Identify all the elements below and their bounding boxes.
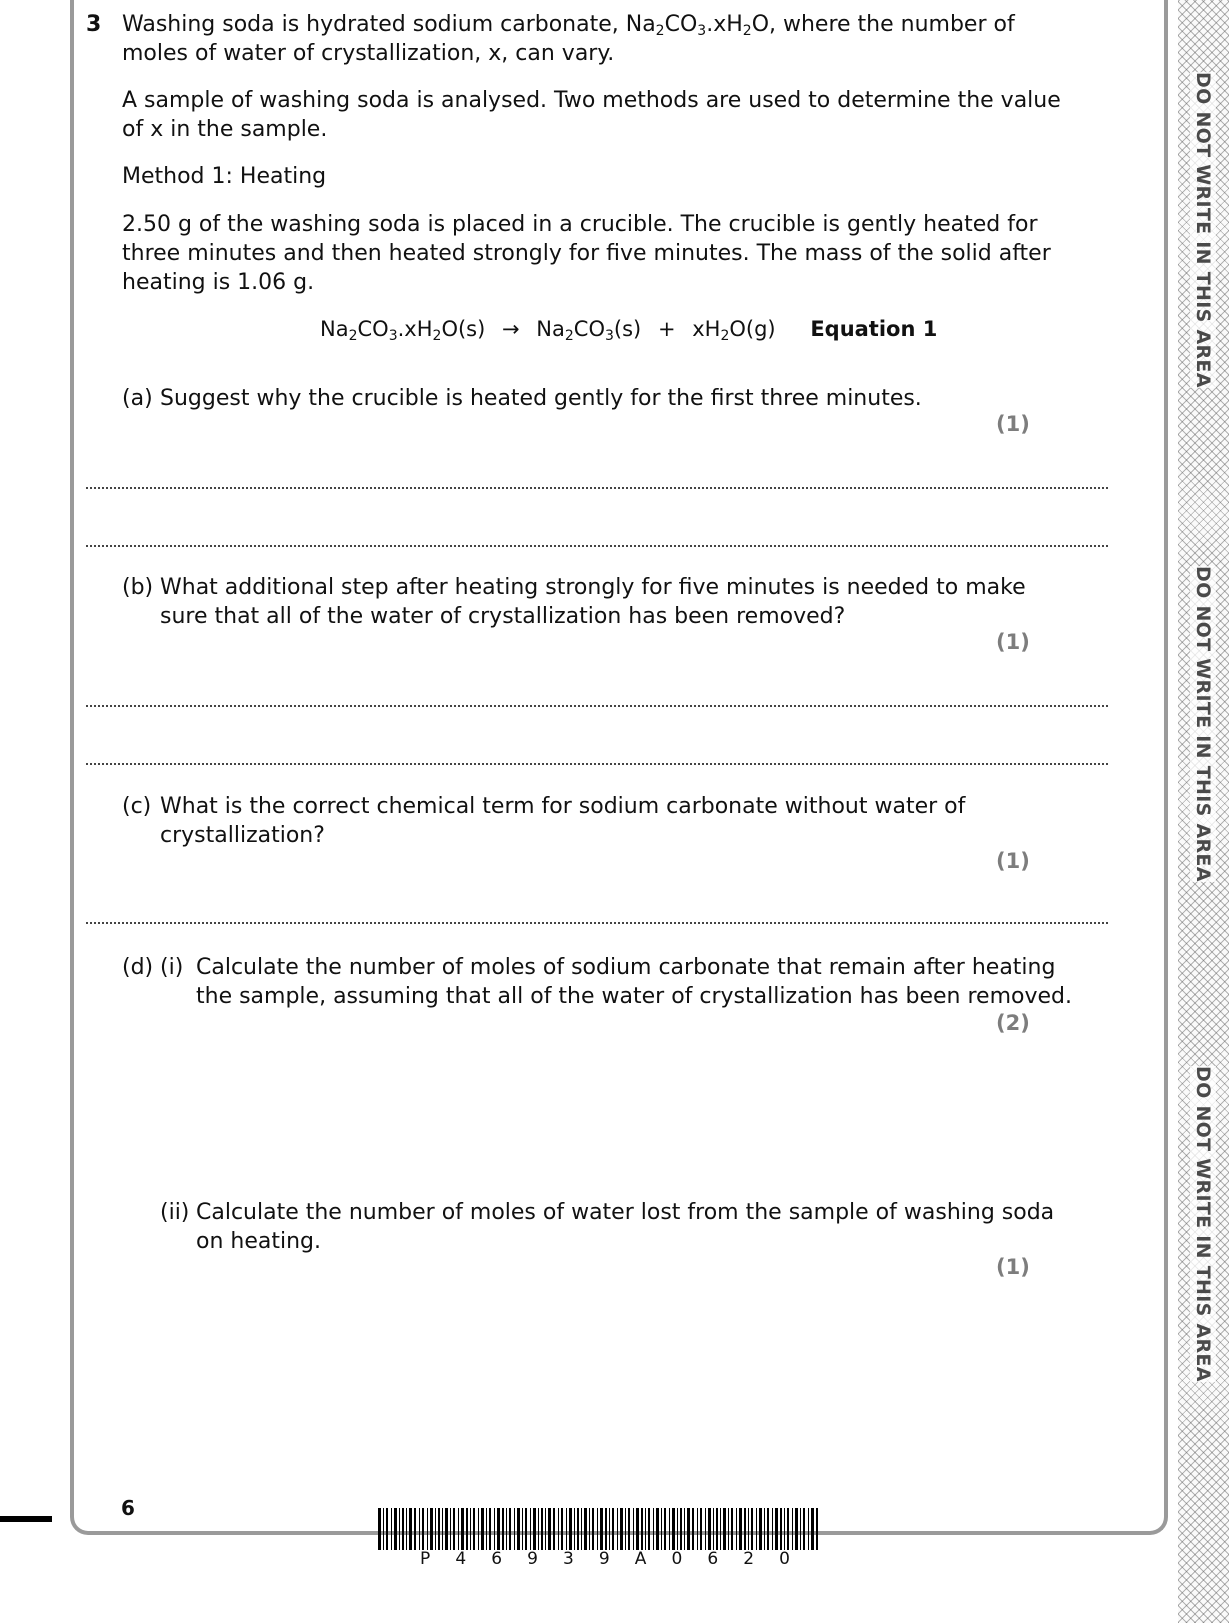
answer-line[interactable] <box>86 487 1108 489</box>
marks-badge: (1) <box>996 412 1030 436</box>
marks-badge: (1) <box>996 849 1030 873</box>
part-d-ii-question: Calculate the number of moles of water lost from the sample of washing soda <box>196 1200 1055 1225</box>
question-number: 3 <box>86 12 102 37</box>
do-not-write-warning: DO NOT WRITE IN THIS AREA <box>1192 1066 1214 1382</box>
part-d-ii-label: (ii) <box>160 1200 190 1225</box>
answer-line[interactable] <box>86 763 1108 765</box>
part-d-i-label: (i) <box>160 955 184 980</box>
part-a-label: (a) <box>122 386 153 411</box>
paragraph-line: 2.50 g of the washing soda is placed in a crucible. The crucible is gently heated for <box>122 212 1038 237</box>
barcode-text: P 4 6 9 3 9 A 0 6 2 0 <box>420 1549 790 1569</box>
marks-badge: (1) <box>996 1255 1030 1279</box>
part-d-ii-question: on heating. <box>196 1229 321 1254</box>
part-c-label: (c) <box>122 794 152 819</box>
paragraph-line: three minutes and then heated strongly for five minutes. The mass of the solid after <box>122 241 1051 266</box>
do-not-write-warning: DO NOT WRITE IN THIS AREA <box>1192 72 1214 388</box>
part-b-label: (b) <box>122 575 154 600</box>
barcode <box>378 1508 818 1550</box>
page-number: 6 <box>121 1496 135 1520</box>
paragraph-line: A sample of washing soda is analysed. Two methods are used to determine the value <box>122 88 1061 113</box>
question-intro-line1: Washing soda is hydrated sodium carbonate, $Na_2CO_3.xH_2O$, where the number of <box>122 12 1015 39</box>
equation-label: Equation 1 <box>810 317 938 341</box>
part-a-question: Suggest why the crucible is heated gently for the first three minutes. <box>160 386 922 411</box>
marks-badge: (1) <box>996 630 1030 654</box>
method-heading: Method 1: Heating <box>122 164 327 189</box>
equation-1: $Na_2CO_3.xH_2O(s) \to Na_2CO_3(s) + xH_2O(g)$ Equation 1 <box>320 317 938 344</box>
answer-line[interactable] <box>86 545 1108 547</box>
part-b-question: sure that all of the water of crystallization has been removed? <box>160 604 846 629</box>
part-c-question: What is the correct chemical term for sodium carbonate without water of <box>160 794 966 819</box>
part-d-label: (d) <box>122 955 154 980</box>
question-intro-line2: moles of water of crystallization, x, can vary. <box>122 41 615 66</box>
marks-badge: (2) <box>996 1011 1030 1035</box>
part-d-i-question: Calculate the number of moles of sodium carbonate that remain after heating <box>196 955 1056 980</box>
answer-line[interactable] <box>86 705 1108 707</box>
part-b-question: What additional step after heating strongly for five minutes is needed to make <box>160 575 1026 600</box>
paragraph-line: of x in the sample. <box>122 117 328 142</box>
do-not-write-warning: DO NOT WRITE IN THIS AREA <box>1192 566 1214 882</box>
working-space[interactable] <box>86 1290 1108 1470</box>
paragraph-line: heating is 1.06 g. <box>122 270 315 295</box>
part-d-i-question: the sample, assuming that all of the water of crystallization has been removed. <box>196 984 1072 1009</box>
answer-line[interactable] <box>86 922 1108 924</box>
working-space[interactable] <box>86 1045 1108 1185</box>
page-edge-marker <box>0 1516 52 1522</box>
part-c-question: crystallization? <box>160 823 325 848</box>
reaction-arrow: → <box>502 317 520 341</box>
